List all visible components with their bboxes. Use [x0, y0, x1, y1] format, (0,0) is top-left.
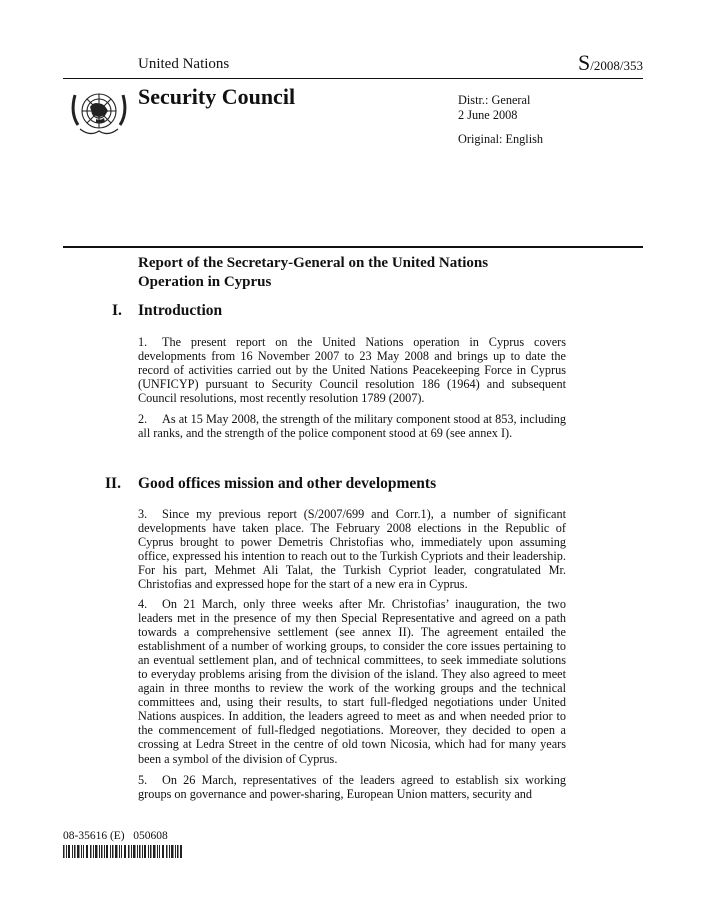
un-emblem-icon	[66, 85, 132, 141]
paragraph: 2. As at 15 May 2008, the strength of the military component stood at 853, including all ranks, and the strength of the police component stood at 69 (see annex I).	[138, 412, 566, 441]
paragraph: 3. Since my previous report (S/2007/699 and Corr.1), a number of significant developments have taken place. The February 2008 elections in the Republic of Cyprus brought to power Demetris Christofias who, immediately upon assuming office, expressed his intention to reach out to the Turkish Cypriots and their leadership. For his part, Mehmet Ali Talat, the Turkish Cypriot leader, congratulated Mr. Christofias and expressed hope for the start of a new era in Cyprus.	[138, 507, 566, 592]
job-number: 08-35616 (E) 050608	[63, 830, 168, 842]
document-symbol	[578, 50, 643, 76]
distribution-block	[458, 93, 543, 147]
paragraph: 4. On 21 March, only three weeks after Mr. Christofias’ inauguration, the two leaders met in the presence of my then Special Representative and agreed on a path towards a comprehensive settlement (see annex II). The agreement entailed the establishment of a number of working groups, to consider the core issues pertaining to an eventual settlement plan, and of technical committees, to seek immediate solutions to everyday problems arising from the division of the island. They also agreed to meet again in three months to review the work of the working groups and the technical committees and, using their results, to start full-fledged negotiations under United Nations auspices. In addition, the leaders agreed to meet as and when needed prior to the commencement of full-fledged negotiations. Moreover, they decided to open a crossing at Ledra Street in the centre of old town Nicosia, which had for many years been a symbol of the division of Cyprus.	[138, 597, 566, 766]
symbol-prefix: S	[578, 50, 591, 75]
title-rule	[63, 246, 643, 248]
paragraph: 1. The present report on the United Nations operation in Cyprus covers developments from 16 November 2007 to 23 May 2008 and brings up to date the record of activities carried out by the United Nations Peacekeeping Force in Cyprus (UNFICYP) pursuant to Security Council resolution 186 (1964) and subsequent Council resolutions, most recently resolution 1789 (2007).	[138, 335, 566, 406]
section-number: II.	[105, 475, 121, 492]
original-language: Original: English	[458, 132, 544, 146]
section-number: I.	[112, 302, 122, 319]
paragraph: 5. On 26 March, representatives of the leaders agreed to establish six working groups on governance and power-sharing, European Union matters, security and	[138, 773, 566, 802]
organization-name: United Nations	[138, 56, 230, 72]
distribution: Distr.: General	[458, 93, 531, 107]
header-rule	[63, 78, 643, 79]
report-title: Report of the Secretary-General on the United Nations Operation in Cyprus	[138, 255, 489, 290]
section-heading: Introduction	[138, 302, 223, 319]
barcode-icon	[63, 845, 183, 858]
council-name: Security Council	[138, 84, 296, 109]
issue-date: 2 June 2008	[458, 107, 518, 122]
symbol-suffix: /2008/353	[590, 58, 643, 73]
section-heading: Good offices mission and other developments	[138, 475, 437, 492]
